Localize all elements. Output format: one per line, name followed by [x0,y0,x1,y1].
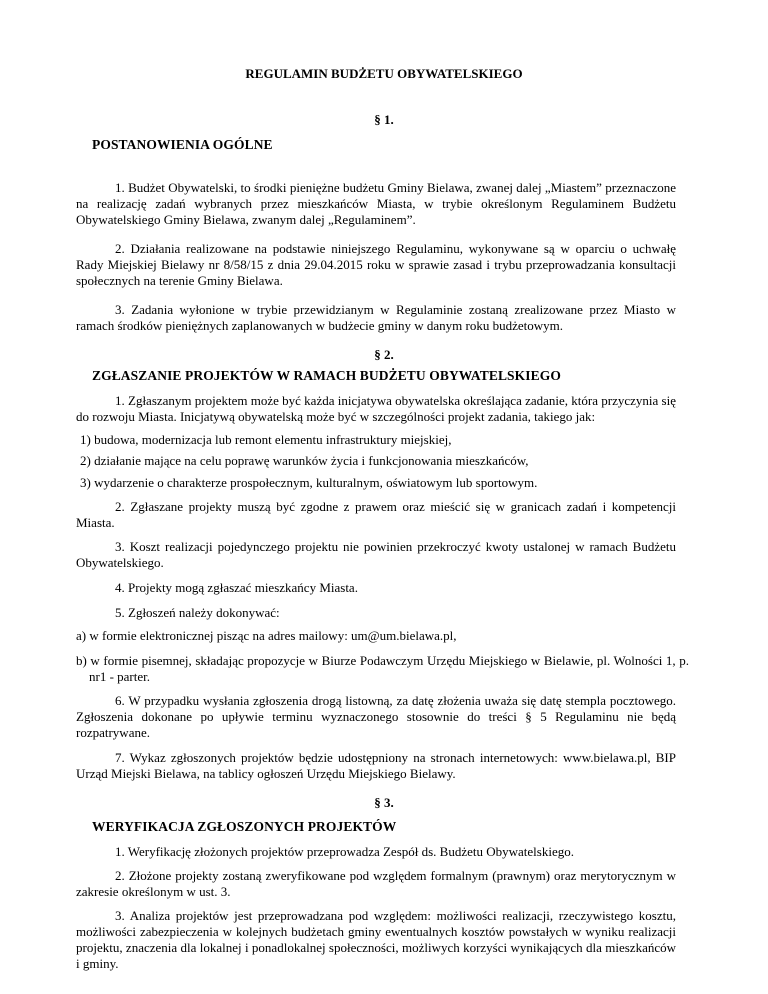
list-item: 1) budowa, modernizacja lub remont elementu infrastruktury miejskiej, [80,432,452,447]
section-1-paragraph-3: 3. Zadania wyłonione w trybie przewidzianym w Regulaminie zostaną zrealizowane przez Miasto w ramach środków pieniężnych zaplanowanych w budżecie gminy w danym roku budżetowym. [76,302,676,333]
section-3-paragraph-3: 3. Analiza projektów jest przeprowadzana pod względem: możliwości realizacji, rzeczywistego kosztu, możliwości zabezpieczenia w kolejnych budżetach gminy ewentualnych kosztów powstałych w wyniku realizacji projektu, znaczenia dla lokalnej i ponadlokalnej społeczności, możliwych korzyści wynikających dla mieszkańców i gminy. [76,908,676,971]
section-2-paragraph-5: 5. Zgłoszeń należy dokonywać: [115,605,280,620]
section-1-mark: § 1. [374,112,394,127]
section-3-mark: § 3. [374,795,394,810]
section-2-heading: ZGŁASZANIE PROJEKTÓW W RAMACH BUDŻETU OBYWATELSKIEGO [92,368,561,383]
section-2-paragraph-2: 2. Zgłaszane projekty muszą być zgodne z prawem oraz mieścić się w granicach zadań i kompetencji Miasta. [76,499,676,530]
section-3-paragraph-1: 1. Weryfikację złożonych projektów przeprowadza Zespół ds. Budżetu Obywatelskiego. [115,844,574,859]
alpha-item-a: a) w formie elektronicznej pisząc na adres mailowy: um@um.bielawa.pl, [76,628,457,643]
section-2-paragraph-4: 4. Projekty mogą zgłaszać mieszkańcy Miasta. [115,580,358,595]
section-3-heading: WERYFIKACJA ZGŁOSZONYCH PROJEKTÓW [92,819,397,834]
section-3-paragraph-2: 2. Złożone projekty zostaną zweryfikowane pod względem formalnym (prawnym) oraz merytorycznym w zakresie określonym w ust. 3. [76,868,676,899]
section-2-paragraph-1: 1. Zgłaszanym projektem może być każda inicjatywa obywatelska określająca zadanie, która przyczynia się do rozwoju Miasta. Inicjatywą obywatelską może być w szczególności projekt zadania, takiego jak: [76,393,676,424]
list-item: 3) wydarzenie o charakterze prospołecznym, kulturalnym, oświatowym lub sportowym. [80,475,538,490]
section-1-heading: POSTANOWIENIA OGÓLNE [92,137,273,152]
section-1-paragraph-1: 1. Budżet Obywatelski, to środki pieniężne budżetu Gminy Bielawa, zwanej dalej „Miastem” przeznaczone na realizację zadań wybranych przez mieszkańców Miasta, w trybie określonym Regulaminem Budżetu Obywatelskiego Gminy Bielawa, zwanym dalej „Regulaminem”. [76,180,676,227]
alpha-item-b: b) w formie pisemnej, składając propozycje w Biurze Podawczym Urzędu Miejskiego w Bielawie, pl. Wolności 1, p. nr1 - parter. [76,653,689,684]
list-item: 2) działanie mające na celu poprawę warunków życia i funkcjonowania mieszkańców, [80,453,529,468]
section-2-paragraph-7: 7. Wykaz zgłoszonych projektów będzie udostępniony na stronach internetowych: www.bielawa.pl, BIP Urząd Miejski Bielawa, na tablicy ogłoszeń Urzędu Miejskiego Bielawy. [76,750,676,781]
section-2-mark: § 2. [374,347,394,362]
section-1-paragraph-2: 2. Działania realizowane na podstawie niniejszego Regulaminu, wykonywane są w oparciu o uchwałę Rady Miejskiej Bielawy nr 8/58/15 z dnia 29.04.2015 roku w sprawie zasad i trybu przeprowadzania konsultacji społecznych na terenie Gminy Bielawa. [76,241,676,288]
section-2-paragraph-6: 6. W przypadku wysłania zgłoszenia drogą listowną, za datę złożenia uważa się datę stempla pocztowego. Zgłoszenia dokonane po upływie terminu wyznaczonego stosownie do treści § 5 Regulaminu nie będą rozpatrywane. [76,693,676,740]
section-2-paragraph-3: 3. Koszt realizacji pojedynczego projektu nie powinien przekroczyć kwoty ustalonej w ramach Budżetu Obywatelskiego. [76,539,676,570]
document-title: REGULAMIN BUDŻETU OBYWATELSKIEGO [245,66,523,81]
